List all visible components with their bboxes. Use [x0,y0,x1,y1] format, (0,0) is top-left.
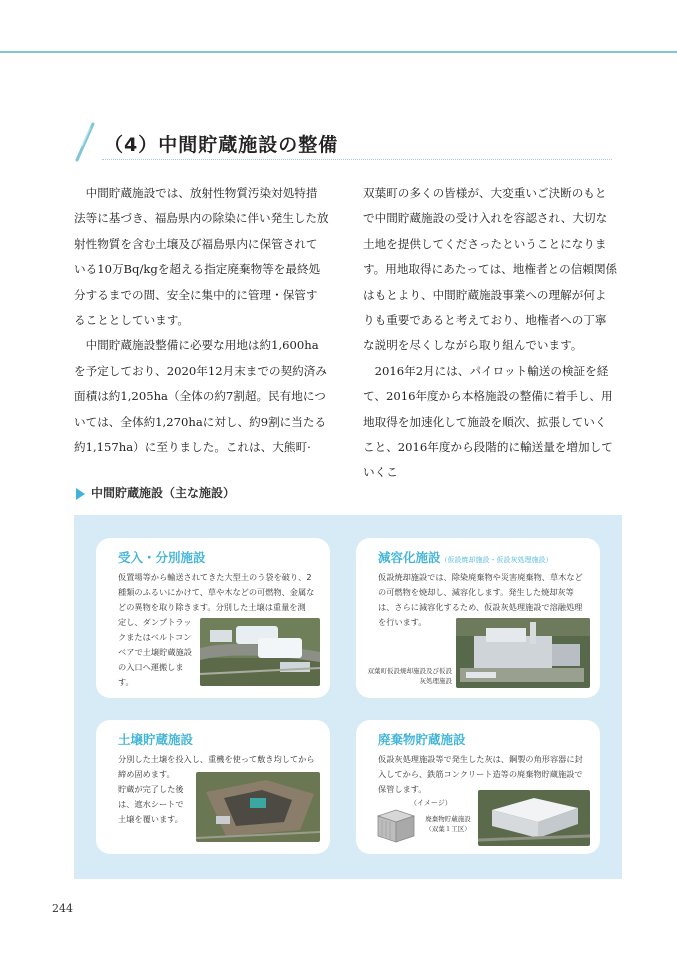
body-column-right [363,181,618,486]
photo-reception-sorting [200,618,320,686]
body-paragraph: 双葉町の多くの皆様が、大変重いご決断のもとで中間貯蔵施設の受け入れを容認され、大切な土地を提供してくださったということになります。用地取得にあたっては、地権者との信頼関係はもとより、中間貯蔵施設事業への理解が何よりも重要であると考えており、地権者への丁寧な説明を尽くしながら取り組んでいます。 [363,186,618,353]
figure-label [76,484,235,502]
body-paragraph: 2016年2月には、パイロット輸送の検証を経て、2016年度から本格施設の整備に着手し、用地取得を加速化して施設を順次、拡張していくこと、2016年度から段階的に輸送量を増加していくこ [363,363,613,480]
card-text: 貯蔵が完了した後は、遮水シートで土壌を覆います。 [118,784,184,824]
photo-caption: 廃棄物貯蔵施設（双葉１工区） [425,815,471,833]
card-soil-storage [96,720,330,854]
triangle-bullet-icon [76,488,85,500]
photo-soil-storage [196,772,320,842]
photo-caption: 双葉町仮設焼却施設及び仮設灰処理施設 [367,667,452,685]
card-text: 仮置場等から輸送されてきた大型土のう袋を破り、2種類のふるいにかけて、草や木などの可燃物、金属などの異物を取り除きます。分別した土壌は重量を測 [118,572,315,612]
section-heading [72,122,612,164]
card-text: 仮設焼却施設では、除染廃棄物や災害廃棄物、草木などの可燃物を焼却し、減容化します。発生した焼却灰等は、さらに減容化するため、仮設灰処理施設で溶融処理を行います。 [378,572,583,627]
card-title: 受入・分別施設 [118,550,206,565]
body-column-left [74,181,329,460]
card-text: 分別した土壌を投入し、重機を使って敷き均してから締め固めます。 [118,754,315,779]
card-title-note: （仮設焼却施設・仮設灰処理施設） [440,556,553,564]
container-box-icon [374,806,418,846]
page-number: 244 [52,902,73,915]
body-paragraph: 中間貯蔵施設では、放射性物質汚染対処特措法等に基づき、福島県内の除染に伴い発生した放射性物質を含む土壌及び福島県内に保管されている10万Bq/kgを超える指定廃棄物等を最終処分するまでの間、安全に集中的に管理・保管することとしています。 [74,186,329,328]
figure-label-text: 中間貯蔵施設（主な施設） [91,486,236,500]
image-label: （イメージ） [410,799,452,807]
card-volume-reduction [356,538,600,698]
body-paragraph: 中間貯蔵施設整備に必要な用地は約1,600haを予定しており、2020年12月末までの契約済み面積は約1,205ha（全体の約7割超。民有地については、全体約1,270haに対し、約9割に当たる約1,157ha）に至りました。これは、大熊町· [74,338,327,455]
photo-incinerator [456,618,590,688]
card-title: 土壌貯蔵施設 [118,732,194,747]
photo-waste-storage [478,790,590,846]
card-title [378,548,553,566]
slash-mark-icon [72,122,98,164]
top-rule [0,51,677,53]
card-text: 定し、ダンプトラックまたはベルトコンベアで土壌貯蔵施設の入口へ運搬します。 [118,617,192,687]
facilities-panel [74,515,622,879]
card-reception-sorting [96,538,330,698]
card-text: 仮設灰処理施設等で発生した灰は、鋼製の角形容器に封入してから、鉄筋コンクリート造等の廃棄物貯蔵施設で保管します。 [378,754,583,794]
page-title: （4）中間貯蔵施設の整備 [104,134,339,156]
card-title-text: 減容化施設 [378,550,441,565]
card-title: 廃棄物貯蔵施設 [378,732,466,747]
card-waste-storage [356,720,600,854]
heading-underline [102,159,612,160]
